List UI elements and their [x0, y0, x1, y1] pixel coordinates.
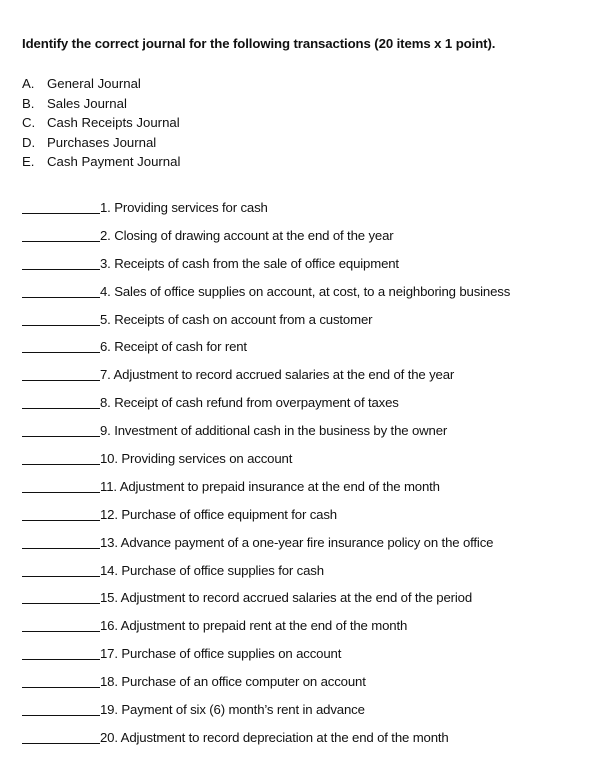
answer-blank[interactable] — [22, 478, 100, 493]
transaction-item — [22, 394, 510, 422]
journal-option — [22, 94, 180, 114]
option-letter: A. — [22, 76, 35, 91]
transaction-item — [22, 199, 510, 227]
transaction-item — [22, 478, 510, 506]
answer-blank[interactable] — [22, 311, 100, 326]
transaction-item — [22, 617, 510, 645]
transaction-text: 7. Adjustment to record accrued salaries at the end of the year — [100, 367, 455, 383]
transaction-text: 14. Purchase of office supplies for cash — [100, 562, 324, 578]
transaction-text: 19. Payment of six (6) month’s rent in advance — [100, 702, 365, 718]
answer-blank[interactable] — [22, 506, 100, 521]
answer-blank[interactable] — [22, 450, 100, 465]
option-letter: C. — [22, 115, 36, 130]
transaction-text: 11. Adjustment to prepaid insurance at the end of the month — [100, 478, 440, 494]
answer-blank[interactable] — [22, 673, 100, 688]
transaction-item — [22, 701, 510, 729]
transaction-items-list — [22, 199, 510, 757]
transaction-text: 6. Receipt of cash for rent — [100, 339, 247, 355]
transaction-text: 13. Advance payment of a one-year fire insurance policy on the office — [100, 534, 494, 550]
answer-blank[interactable] — [22, 255, 100, 270]
answer-blank[interactable] — [22, 422, 100, 437]
answer-blank[interactable] — [22, 366, 100, 381]
option-letter: E. — [22, 154, 35, 169]
transaction-text: 12. Purchase of office equipment for cash — [100, 506, 337, 522]
answer-blank[interactable] — [22, 199, 100, 214]
instructions-heading: Identify the correct journal for the following transactions (20 items x 1 point). — [22, 36, 496, 51]
answer-blank[interactable] — [22, 394, 100, 409]
transaction-item — [22, 450, 510, 478]
transaction-item — [22, 283, 510, 311]
answer-blank[interactable] — [22, 227, 100, 242]
transaction-item — [22, 562, 510, 590]
answer-blank[interactable] — [22, 701, 100, 716]
transaction-text: 1. Providing services for cash — [100, 200, 268, 215]
transaction-text: 5. Receipts of cash on account from a customer — [100, 311, 373, 327]
transaction-text: 17. Purchase of office supplies on account — [100, 646, 342, 662]
transaction-text: 16. Adjustment to prepaid rent at the end of the month — [100, 618, 408, 634]
transaction-text: 15. Adjustment to record accrued salaries at the end of the period — [100, 590, 473, 606]
answer-blank[interactable] — [22, 617, 100, 632]
answer-blank[interactable] — [22, 283, 100, 298]
journal-option — [22, 74, 180, 94]
journal-options-list — [22, 74, 180, 172]
transaction-item — [22, 255, 510, 283]
transaction-item — [22, 506, 510, 534]
transaction-item — [22, 729, 510, 757]
option-letter: D. — [22, 134, 36, 150]
journal-option — [22, 113, 180, 133]
transaction-text: 10. Providing services on account — [100, 451, 293, 467]
journal-option — [22, 152, 180, 172]
transaction-text: 20. Adjustment to record depreciation at the end of the month — [100, 729, 449, 745]
transaction-item — [22, 422, 510, 450]
answer-blank[interactable] — [22, 645, 100, 660]
transaction-item — [22, 227, 510, 255]
journal-option — [22, 133, 180, 153]
transaction-text: 18. Purchase of an office computer on account — [100, 674, 366, 690]
answer-blank[interactable] — [22, 562, 100, 577]
option-label: Cash Payment Journal — [47, 154, 181, 169]
answer-blank[interactable] — [22, 729, 100, 744]
transaction-item — [22, 311, 510, 339]
transaction-text: 4. Sales of office supplies on account, at cost, to a neighboring business — [100, 283, 511, 299]
answer-blank[interactable] — [22, 534, 100, 549]
transaction-item — [22, 645, 510, 673]
transaction-item — [22, 534, 510, 562]
transaction-item — [22, 366, 510, 394]
transaction-text: 9. Investment of additional cash in the business by the owner — [100, 423, 448, 439]
option-label: Purchases Journal — [47, 134, 157, 150]
transaction-item — [22, 589, 510, 617]
transaction-text: 8. Receipt of cash refund from overpayment of taxes — [100, 395, 399, 411]
transaction-item — [22, 673, 510, 701]
option-letter: B. — [22, 95, 35, 111]
option-label: Sales Journal — [47, 95, 127, 111]
transaction-item — [22, 338, 510, 366]
option-label: Cash Receipts Journal — [47, 115, 180, 130]
transaction-text: 2. Closing of drawing account at the end of the year — [100, 227, 394, 243]
answer-blank[interactable] — [22, 589, 100, 604]
option-label: General Journal — [47, 76, 141, 91]
transaction-text: 3. Receipts of cash from the sale of office equipment — [100, 255, 399, 271]
answer-blank[interactable] — [22, 338, 100, 353]
